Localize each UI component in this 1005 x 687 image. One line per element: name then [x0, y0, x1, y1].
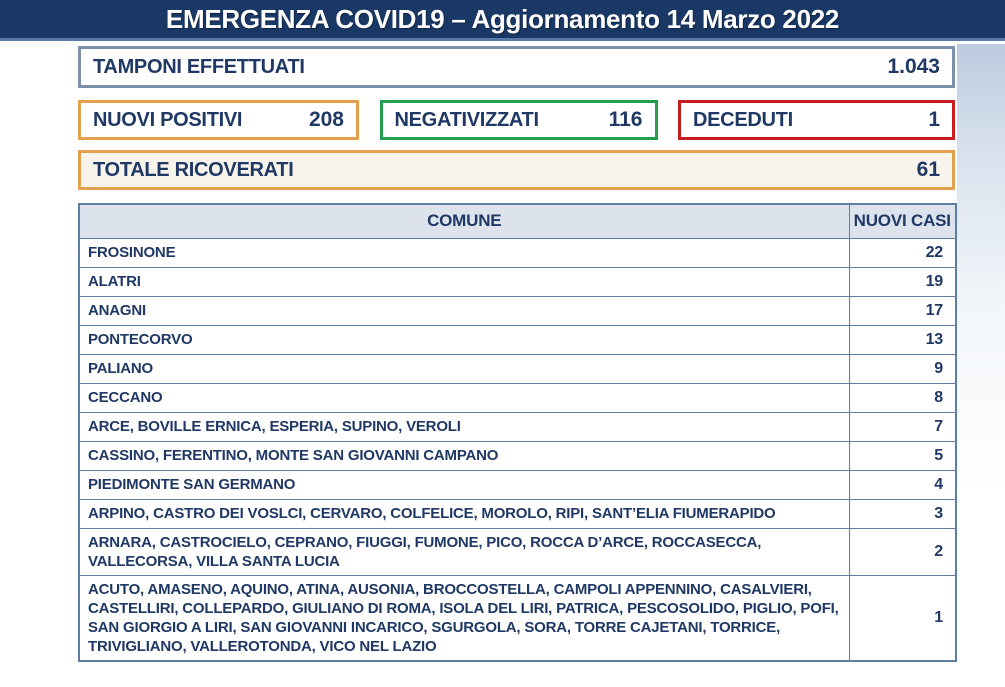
tamponi-label: TAMPONI EFFETTUATI: [93, 55, 305, 78]
totale-ricoverati-value: 61: [916, 158, 940, 181]
nuovi-casi-cell: 3: [849, 499, 956, 528]
table-row: [79, 412, 956, 441]
comune-cell: PIEDIMONTE SAN GERMANO: [79, 470, 849, 499]
nuovi-casi-cell: 13: [849, 325, 956, 354]
comune-cell: ALATRI: [79, 267, 849, 296]
table-row: [79, 354, 956, 383]
comune-cell: CECCANO: [79, 383, 849, 412]
tamponi-value: 1.043: [887, 55, 940, 78]
comune-column-header: COMUNE: [79, 204, 849, 238]
table-row: [79, 325, 956, 354]
table-row: [79, 267, 956, 296]
page-title: EMERGENZA COVID19 – Aggiornamento 14 Marzo 2022: [165, 3, 840, 34]
table-row: [79, 441, 956, 470]
table-row: [79, 528, 956, 575]
negativizzati-label: NEGATIVIZZATI: [394, 108, 539, 131]
nuovi-casi-column-header: NUOVI CASI: [849, 204, 956, 238]
comune-cell: FROSINONE: [79, 238, 849, 267]
table-row: [79, 499, 956, 528]
header-bar: [0, 0, 1005, 41]
nuovi-casi-cell: 1: [849, 575, 956, 661]
totale-ricoverati-box: [78, 150, 955, 190]
table-row: [79, 383, 956, 412]
nuovi-casi-cell: 5: [849, 441, 956, 470]
tamponi-box: [78, 46, 955, 88]
status-boxes-row: [78, 100, 955, 140]
comune-cell: ARNARA, CASTROCIELO, CEPRANO, FIUGGI, FUMONE, PICO, ROCCA D’ARCE, ROCCASECCA, VALLECORSA, VILLA SANTA LUCIA: [79, 528, 849, 575]
comune-cell: ANAGNI: [79, 296, 849, 325]
nuovi-positivi-box: [78, 100, 359, 140]
comuni-table-body: [79, 238, 956, 661]
negativizzati-box: [380, 100, 658, 140]
table-row: [79, 470, 956, 499]
comune-cell: ACUTO, AMASENO, AQUINO, ATINA, AUSONIA, BROCCOSTELLA, CAMPOLI APPENNINO, CASALVIERI, CASTELLIRI, COLLEPARDO, GIULIANO DI ROMA, ISOLA DEL LIRI, PATRICA, PESCOSOLIDO, PIGLIO, POFI, SAN GIORGIO A LIRI, SAN GIOVANNI INCARICO, SGURGOLA, SORA, TORRE CAJETANI, TORRICE, TRIVIGLIANO, VALLEROTONDA, VICO NEL LAZIO: [79, 575, 849, 661]
nuovi-casi-cell: 8: [849, 383, 956, 412]
nuovi-positivi-value: 208: [308, 108, 344, 131]
totale-ricoverati-label: TOTALE RICOVERATI: [93, 158, 294, 181]
nuovi-positivi-label: NUOVI POSITIVI: [93, 108, 243, 131]
nuovi-casi-cell: 19: [849, 267, 956, 296]
table-row: [79, 575, 956, 661]
nuovi-casi-cell: 2: [849, 528, 956, 575]
comune-cell: ARCE, BOVILLE ERNICA, ESPERIA, SUPINO, VEROLI: [79, 412, 849, 441]
content-area: [78, 46, 955, 662]
comune-cell: ARPINO, CASTRO DEI VOSLCI, CERVARO, COLFELICE, MOROLO, RIPI, SANT’ELIA FIUMERAPIDO: [79, 499, 849, 528]
negativizzati-value: 116: [608, 108, 643, 131]
nuovi-casi-cell: 4: [849, 470, 956, 499]
deceduti-box: [678, 100, 955, 140]
table-row: [79, 238, 956, 267]
nuovi-casi-cell: 9: [849, 354, 956, 383]
comune-cell: PONTECORVO: [79, 325, 849, 354]
deceduti-value: 1: [928, 108, 940, 131]
table-row: [79, 296, 956, 325]
comuni-table: [78, 203, 957, 662]
table-header-row: [79, 204, 956, 238]
background-strip: [957, 44, 1005, 687]
comune-cell: CASSINO, FERENTINO, MONTE SAN GIOVANNI CAMPANO: [79, 441, 849, 470]
nuovi-casi-cell: 17: [849, 296, 956, 325]
deceduti-label: DECEDUTI: [693, 108, 793, 131]
comune-cell: PALIANO: [79, 354, 849, 383]
nuovi-casi-cell: 22: [849, 238, 956, 267]
nuovi-casi-cell: 7: [849, 412, 956, 441]
